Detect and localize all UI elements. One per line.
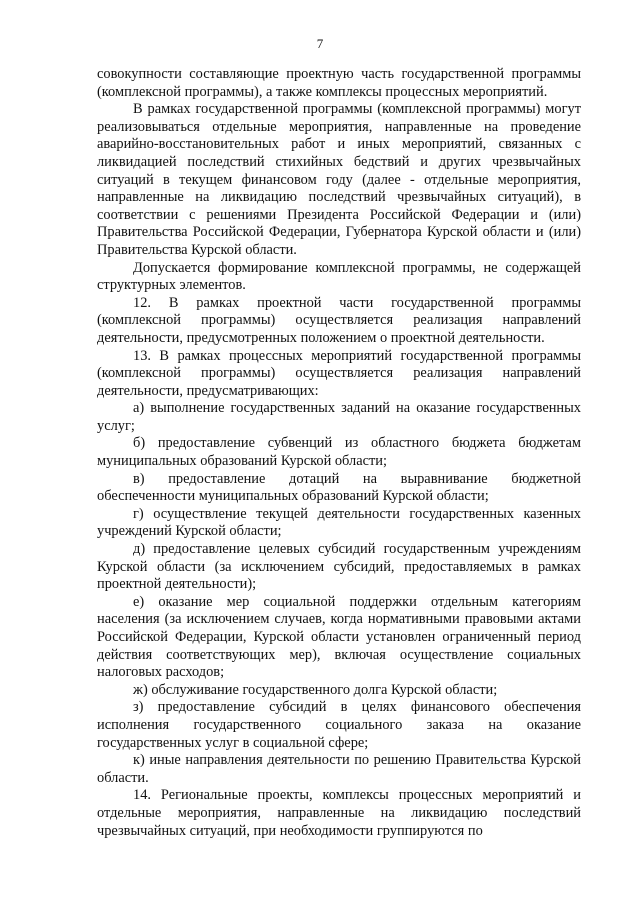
list-item-zh: ж) обслуживание государственного долга Курской области; [133, 681, 498, 698]
list-item-e: е) оказание мер социальной поддержки отдельным категориям населения (за исключением случаев, когда нормативными правовыми актами Российской Федерации, Курской области установлен ограниченный период действия соответствующих мер), включая осуществление социальных налоговых расходов; [97, 593, 581, 681]
paragraph-continuation: совокупности составляющие проектную часть государственной программы (комплексной программы), а также комплексы процессных мероприятий. [97, 66, 581, 100]
paragraph-item-14: 14. Региональные проекты, комплексы процессных мероприятий и отдельные мероприятия, направленные на ликвидацию последствий чрезвычайных ситуаций, при необходимости группируются по [97, 787, 581, 839]
paragraph-separate-measures: В рамках государственной программы (комплексной программы) могут реализовываться отдельные мероприятия, направленные на проведение аварийно-восстановительных работ и иных мероприятий, связанных с ликвидацией последствий стихийных бедствий и других чрезвычайных ситуаций в текущем финансовом году (далее - отдельные мероприятия, направленные на ликвидацию последствий чрезвычайных ситуаций), в соответствии с решениями Президента Российской Федерации и (или) Правительства Российской Федерации, Губернатора Курской области и (или) Правительства Курской области. [97, 101, 581, 258]
list-item-v: в) предоставление дотаций на выравнивание бюджетной обеспеченности муниципальных образований Курской области; [97, 470, 581, 505]
list-item-d: д) предоставление целевых субсидий государственным учреждениям Курской области (за исключением субсидий, предоставляемых в рамках проектной деятельности); [97, 541, 581, 593]
list-item-g: г) осуществление текущей деятельности государственных казенных учреждений Курской области; [97, 505, 581, 540]
paragraph-item-13: 13. В рамках процессных мероприятий государственной программы (комплексной программы) осуществляется реализация направлений деятельности, предусматривающих: [97, 347, 581, 399]
document-body [97, 66, 581, 840]
paragraph-complex-program: Допускается формирование комплексной программы, не содержащей структурных элементов. [97, 259, 581, 294]
list-item-a: а) выполнение государственных заданий на оказание государственных услуг; [97, 400, 581, 434]
list-item-k: к) иные направления деятельности по решению Правительства Курской области. [97, 752, 581, 786]
paragraph-item-12: 12. В рамках проектной части государственной программы (комплексной программы) осуществляется реализация направлений деятельности, предусмотренных положением о проектной деятельности. [97, 294, 581, 346]
list-item-z: з) предоставление субсидий в целях финансового обеспечения исполнения государственного социального заказа на оказание государственных услуг в социальной сфере; [97, 699, 581, 751]
page-number: 7 [316, 36, 324, 51]
list-item-b: б) предоставление субвенций из областного бюджета бюджетам муниципальных образований Курской области; [97, 435, 581, 470]
